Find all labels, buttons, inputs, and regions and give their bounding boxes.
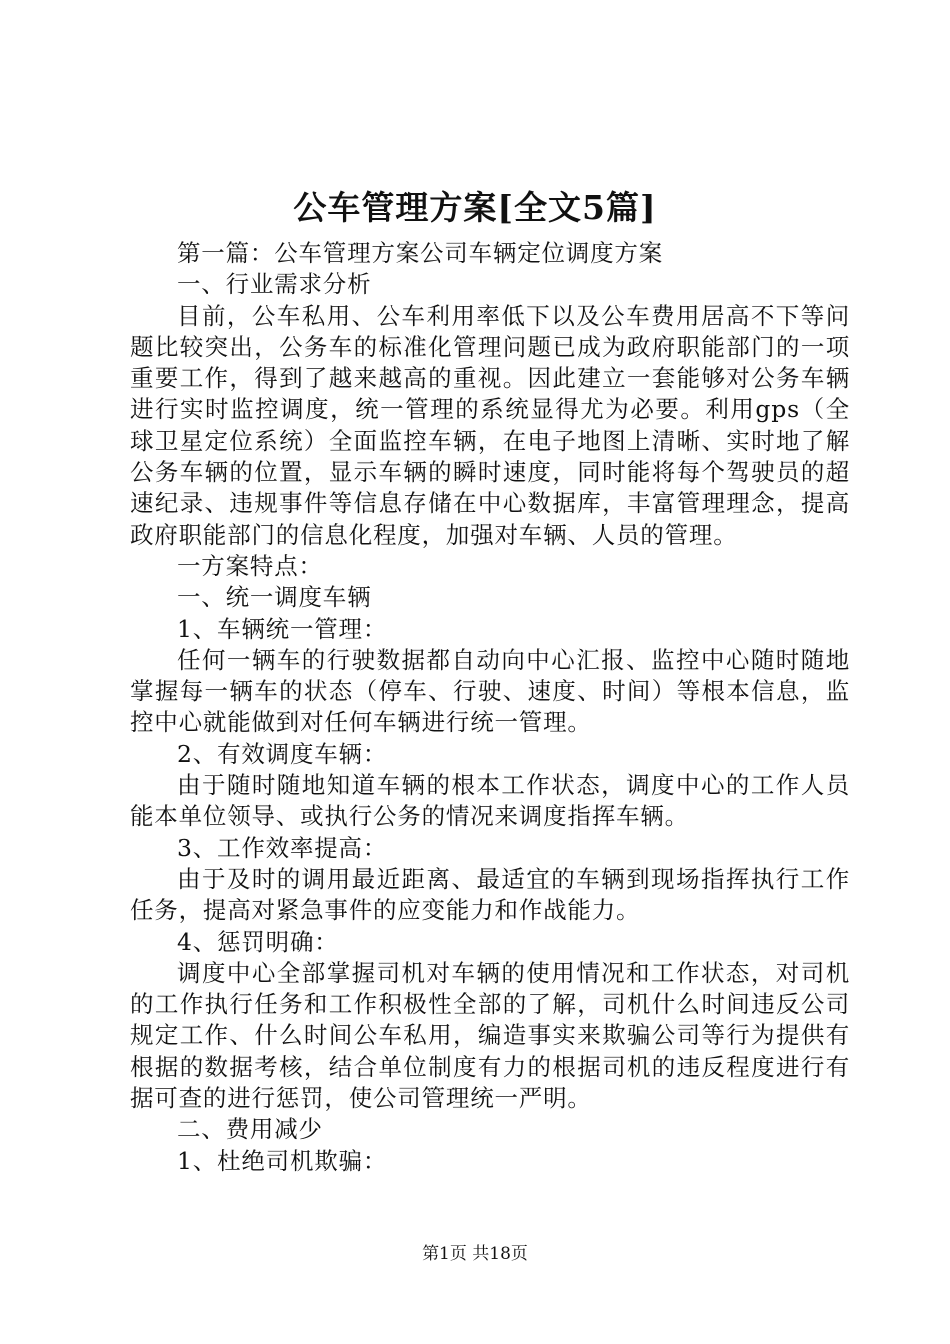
paragraph: 一方案特点：: [177, 551, 323, 580]
paragraph: 第一篇：公车管理方案公司车辆定位调度方案: [177, 239, 663, 267]
paragraph: 由于及时的调用最近距离、最适宜的车辆到现场指挥执行工作任务，提高对紧急事件的应变能力和作战能力。: [130, 864, 850, 925]
document-body: [130, 238, 850, 1177]
paragraph: 4、惩罚明确：: [177, 927, 339, 956]
paragraph: 任何一辆车的行驶数据都自动向中心汇报、监控中心随时随地掌握每一辆车的状态（停车、行驶、速度、时间）等根本信息，监控中心就能做到对任何车辆进行统一管理。: [130, 645, 850, 737]
paragraph: 调度中心全部掌握司机对车辆的使用情况和工作状态，对司机的工作执行任务和工作积极性全部的了解，司机什么时间违反公司规定工作、什么时间公车私用，编造事实来欺骗公司等行为提供有根据的数据考核，结合单位制度有力的根据司机的违反程度进行有据可查的进行惩罚，使公司管理统一严明。: [130, 958, 850, 1113]
paragraph: 1、车辆统一管理：: [177, 614, 388, 643]
paragraph: 3、工作效率提高：: [177, 833, 388, 862]
paragraph: 一、统一调度车辆: [177, 583, 372, 612]
paragraph: 一、行业需求分析: [177, 270, 372, 299]
document-title: 公车管理方案[全文5篇]: [293, 188, 657, 227]
paragraph: 二、费用减少: [177, 1115, 323, 1144]
paragraph: 目前，公车私用、公车利用率低下以及公车费用居高不下等问题比较突出，公务车的标准化管理问题已成为政府职能部门的一项重要工作，得到了越来越高的重视。因此建立一套能够对公务车辆进行实时监控调度，统一管理的系统显得尤为必要。利用gps（全球卫星定位系统）全面监控车辆，在电子地图上清晰、实时地了解公务车辆的位置，显示车辆的瞬时速度，同时能将每个驾驶员的超速纪录、违规事件等信息存储在中心数据库，丰富管理理念，提高政府职能部门的信息化程度，加强对车辆、人员的管理。: [130, 301, 850, 549]
paragraph: 2、有效调度车辆：: [177, 739, 388, 768]
paragraph: 1、杜绝司机欺骗：: [177, 1146, 388, 1175]
page-footer: 第1页 共18页: [422, 1244, 528, 1264]
paragraph: 由于随时随地知道车辆的根本工作状态，调度中心的工作人员能本单位领导、或执行公务的情况来调度指挥车辆。: [130, 771, 850, 831]
